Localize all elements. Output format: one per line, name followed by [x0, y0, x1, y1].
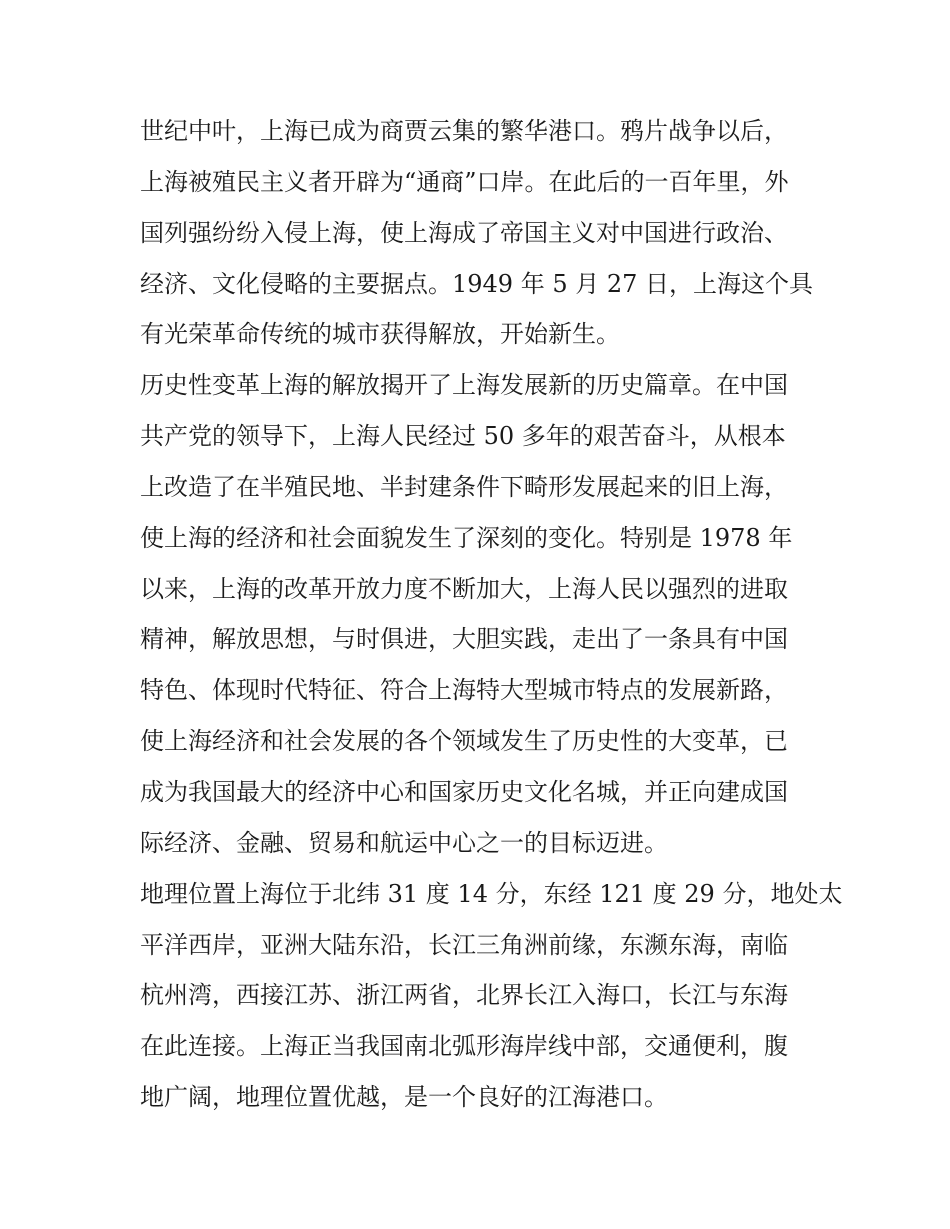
- text-line: 成为我国最大的经济中心和国家历史文化名城，并正向建成国: [140, 777, 788, 806]
- text-line: 有光荣革命传统的城市获得解放，开始新生。: [140, 320, 620, 349]
- text-line: 地广阔，地理位置优越，是一个良好的江海港口。: [140, 1083, 668, 1112]
- text-line: 平洋西岸，亚洲大陆东沿，长江三角洲前缘，东濒东海，南临: [140, 930, 788, 959]
- text-line: 际经济、金融、贸易和航运中心之一的目标迈进。: [140, 828, 668, 857]
- text-line: 历史性变革上海的解放揭开了上海发展新的历史篇章。在中国: [140, 371, 788, 400]
- text-line: 在此连接。上海正当我国南北弧形海岸线中部，交通便利，腹: [140, 1032, 788, 1061]
- text-line: 经济、文化侵略的主要据点。1949 年 5 月 27 日，上海这个具: [140, 269, 814, 298]
- body-text: [140, 106, 843, 1123]
- text-line: 以来，上海的改革开放力度不断加大，上海人民以强烈的进取: [140, 574, 788, 603]
- text-line: 国列强纷纷入侵上海，使上海成了帝国主义对中国进行政治、: [140, 218, 788, 247]
- text-line: 世纪中叶，上海已成为商贾云集的繁华港口。鸦片战争以后，: [140, 117, 788, 145]
- text-line: 杭州湾，西接江苏、浙江两省，北界长江入海口，长江与东海: [140, 981, 788, 1010]
- text-line: 共产党的领导下，上海人民经过 50 多年的艰苦奋斗，从根本: [140, 422, 786, 451]
- text-line: 地理位置上海位于北纬 31 度 14 分，东经 121 度 29 分，地处太: [140, 879, 843, 908]
- text-line: 上改造了在半殖民地、半封建条件下畸形发展起来的旧上海，: [140, 472, 788, 501]
- text-line: 使上海经济和社会发展的各个领域发生了历史性的大变革，已: [140, 727, 788, 756]
- text-line: 精神，解放思想，与时俱进，大胆实践，走出了一条具有中国: [140, 625, 788, 654]
- text-line: 使上海的经济和社会面貌发生了深刻的变化。特别是 1978 年: [140, 523, 793, 552]
- text-line: 上海被殖民主义者开辟为“通商”口岸。在此后的一百年里，外: [140, 167, 789, 196]
- text-line: 特色、体现时代特征、符合上海特大型城市特点的发展新路，: [140, 676, 788, 705]
